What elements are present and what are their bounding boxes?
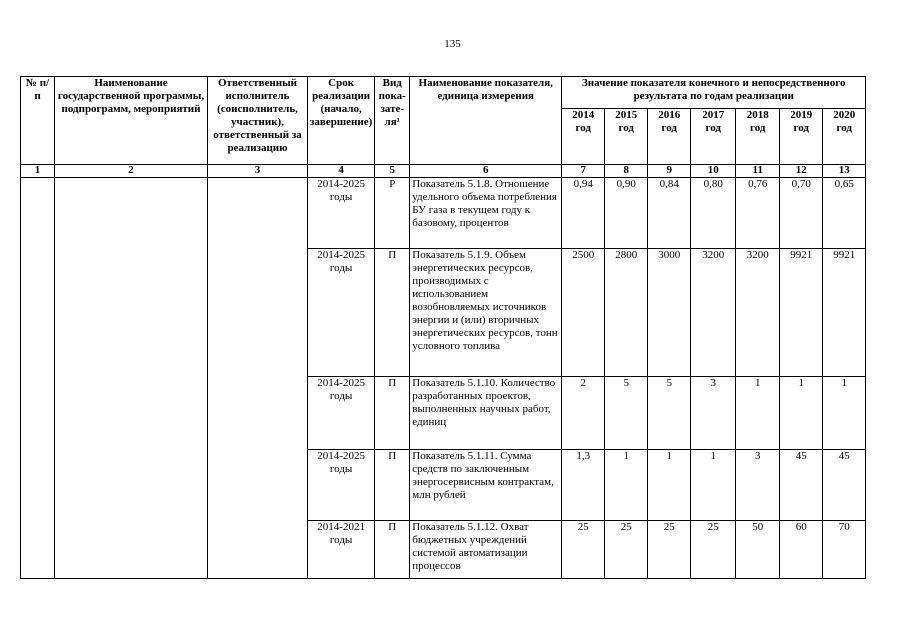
header-year: 2020 год (823, 109, 866, 165)
cell-value: 0,94 (562, 178, 605, 249)
cell-value: 3 (736, 450, 780, 521)
cell-value: 5 (648, 377, 691, 450)
column-number: 11 (736, 165, 780, 178)
column-number: 7 (562, 165, 605, 178)
header-num: № п/п (21, 77, 55, 165)
header-values-group: Значение показателя конечного и непосредственного результата по годам реализации (562, 77, 866, 109)
column-number: 3 (208, 165, 308, 178)
cell-value: 25 (605, 521, 648, 579)
column-number: 2 (55, 165, 208, 178)
cell-value: 45 (780, 450, 823, 521)
column-number: 9 (648, 165, 691, 178)
header-year: 2014 год (562, 109, 605, 165)
column-number: 6 (410, 165, 562, 178)
cell-kind: Р (375, 178, 410, 249)
cell-value: 3200 (736, 249, 780, 377)
table-row (21, 178, 866, 249)
cell-responsible (208, 178, 308, 579)
cell-indicator: Показатель 5.1.10. Количество разработанных проектов, выполненных научных работ, единиц (410, 377, 562, 450)
cell-value: 1 (691, 450, 736, 521)
cell-indicator: Показатель 5.1.12. Охват бюджетных учреждений системой автоматизации процессов (410, 521, 562, 579)
indicators-table (20, 76, 866, 579)
header-year: 2019 год (780, 109, 823, 165)
cell-kind: П (375, 249, 410, 377)
cell-indicator: Показатель 5.1.11. Сумма средств по заключенным энергосервисным контрактам, млн рублей (410, 450, 562, 521)
header-year: 2015 год (605, 109, 648, 165)
cell-value: 2 (562, 377, 605, 450)
column-number: 8 (605, 165, 648, 178)
cell-period: 2014-2025 годы (308, 249, 375, 377)
cell-value: 25 (691, 521, 736, 579)
column-number: 5 (375, 165, 410, 178)
cell-period: 2014-2025 годы (308, 178, 375, 249)
cell-value: 25 (562, 521, 605, 579)
cell-value: 1 (780, 377, 823, 450)
column-number: 1 (21, 165, 55, 178)
header-period: Срок реализации (начало, завершение) (308, 77, 375, 165)
column-number: 10 (691, 165, 736, 178)
cell-period: 2014-2025 годы (308, 450, 375, 521)
header-year: 2017 год (691, 109, 736, 165)
cell-value: 60 (780, 521, 823, 579)
header-responsible: Ответственный исполнитель (соисполнитель, участник), ответственный за реализацию (208, 77, 308, 165)
cell-value: 3200 (691, 249, 736, 377)
cell-program (55, 178, 208, 579)
cell-value: 1 (823, 377, 866, 450)
cell-value: 0,80 (691, 178, 736, 249)
cell-kind: П (375, 450, 410, 521)
cell-value: 1 (736, 377, 780, 450)
cell-value: 0,84 (648, 178, 691, 249)
cell-indicator: Показатель 5.1.9. Объем энергетических ресурсов, производимых с использованием возобновляемых источников энергии и (или) вторичных энергетических ресурсов, тонн условного топлива (410, 249, 562, 377)
header-kind: Вид пока-зате-ля¹ (375, 77, 410, 165)
cell-value: 9921 (780, 249, 823, 377)
cell-value: 70 (823, 521, 866, 579)
cell-value: 5 (605, 377, 648, 450)
cell-value: 1 (648, 450, 691, 521)
cell-value: 1,3 (562, 450, 605, 521)
cell-value: 50 (736, 521, 780, 579)
cell-num (21, 178, 55, 579)
cell-value: 1 (605, 450, 648, 521)
cell-value: 25 (648, 521, 691, 579)
cell-value: 0,90 (605, 178, 648, 249)
cell-period: 2014-2021 годы (308, 521, 375, 579)
cell-value: 3000 (648, 249, 691, 377)
header-indicator: Наименование показателя, единица измерения (410, 77, 562, 165)
cell-indicator: Показатель 5.1.8. Отношение удельного объема потребления БУ газа в текущем году к базовому, процентов (410, 178, 562, 249)
cell-value: 0,76 (736, 178, 780, 249)
header-program: Наименование государственной программы, подпрограмм, мероприятий (55, 77, 208, 165)
header-year: 2018 год (736, 109, 780, 165)
cell-value: 45 (823, 450, 866, 521)
cell-kind: П (375, 521, 410, 579)
cell-value: 3 (691, 377, 736, 450)
column-number: 13 (823, 165, 866, 178)
column-number: 12 (780, 165, 823, 178)
cell-value: 0,70 (780, 178, 823, 249)
cell-kind: П (375, 377, 410, 450)
page-number: 135 (444, 38, 461, 50)
cell-value: 2800 (605, 249, 648, 377)
cell-value: 9921 (823, 249, 866, 377)
header-year: 2016 год (648, 109, 691, 165)
cell-value: 0,65 (823, 178, 866, 249)
column-number: 4 (308, 165, 375, 178)
cell-value: 2500 (562, 249, 605, 377)
cell-period: 2014-2025 годы (308, 377, 375, 450)
